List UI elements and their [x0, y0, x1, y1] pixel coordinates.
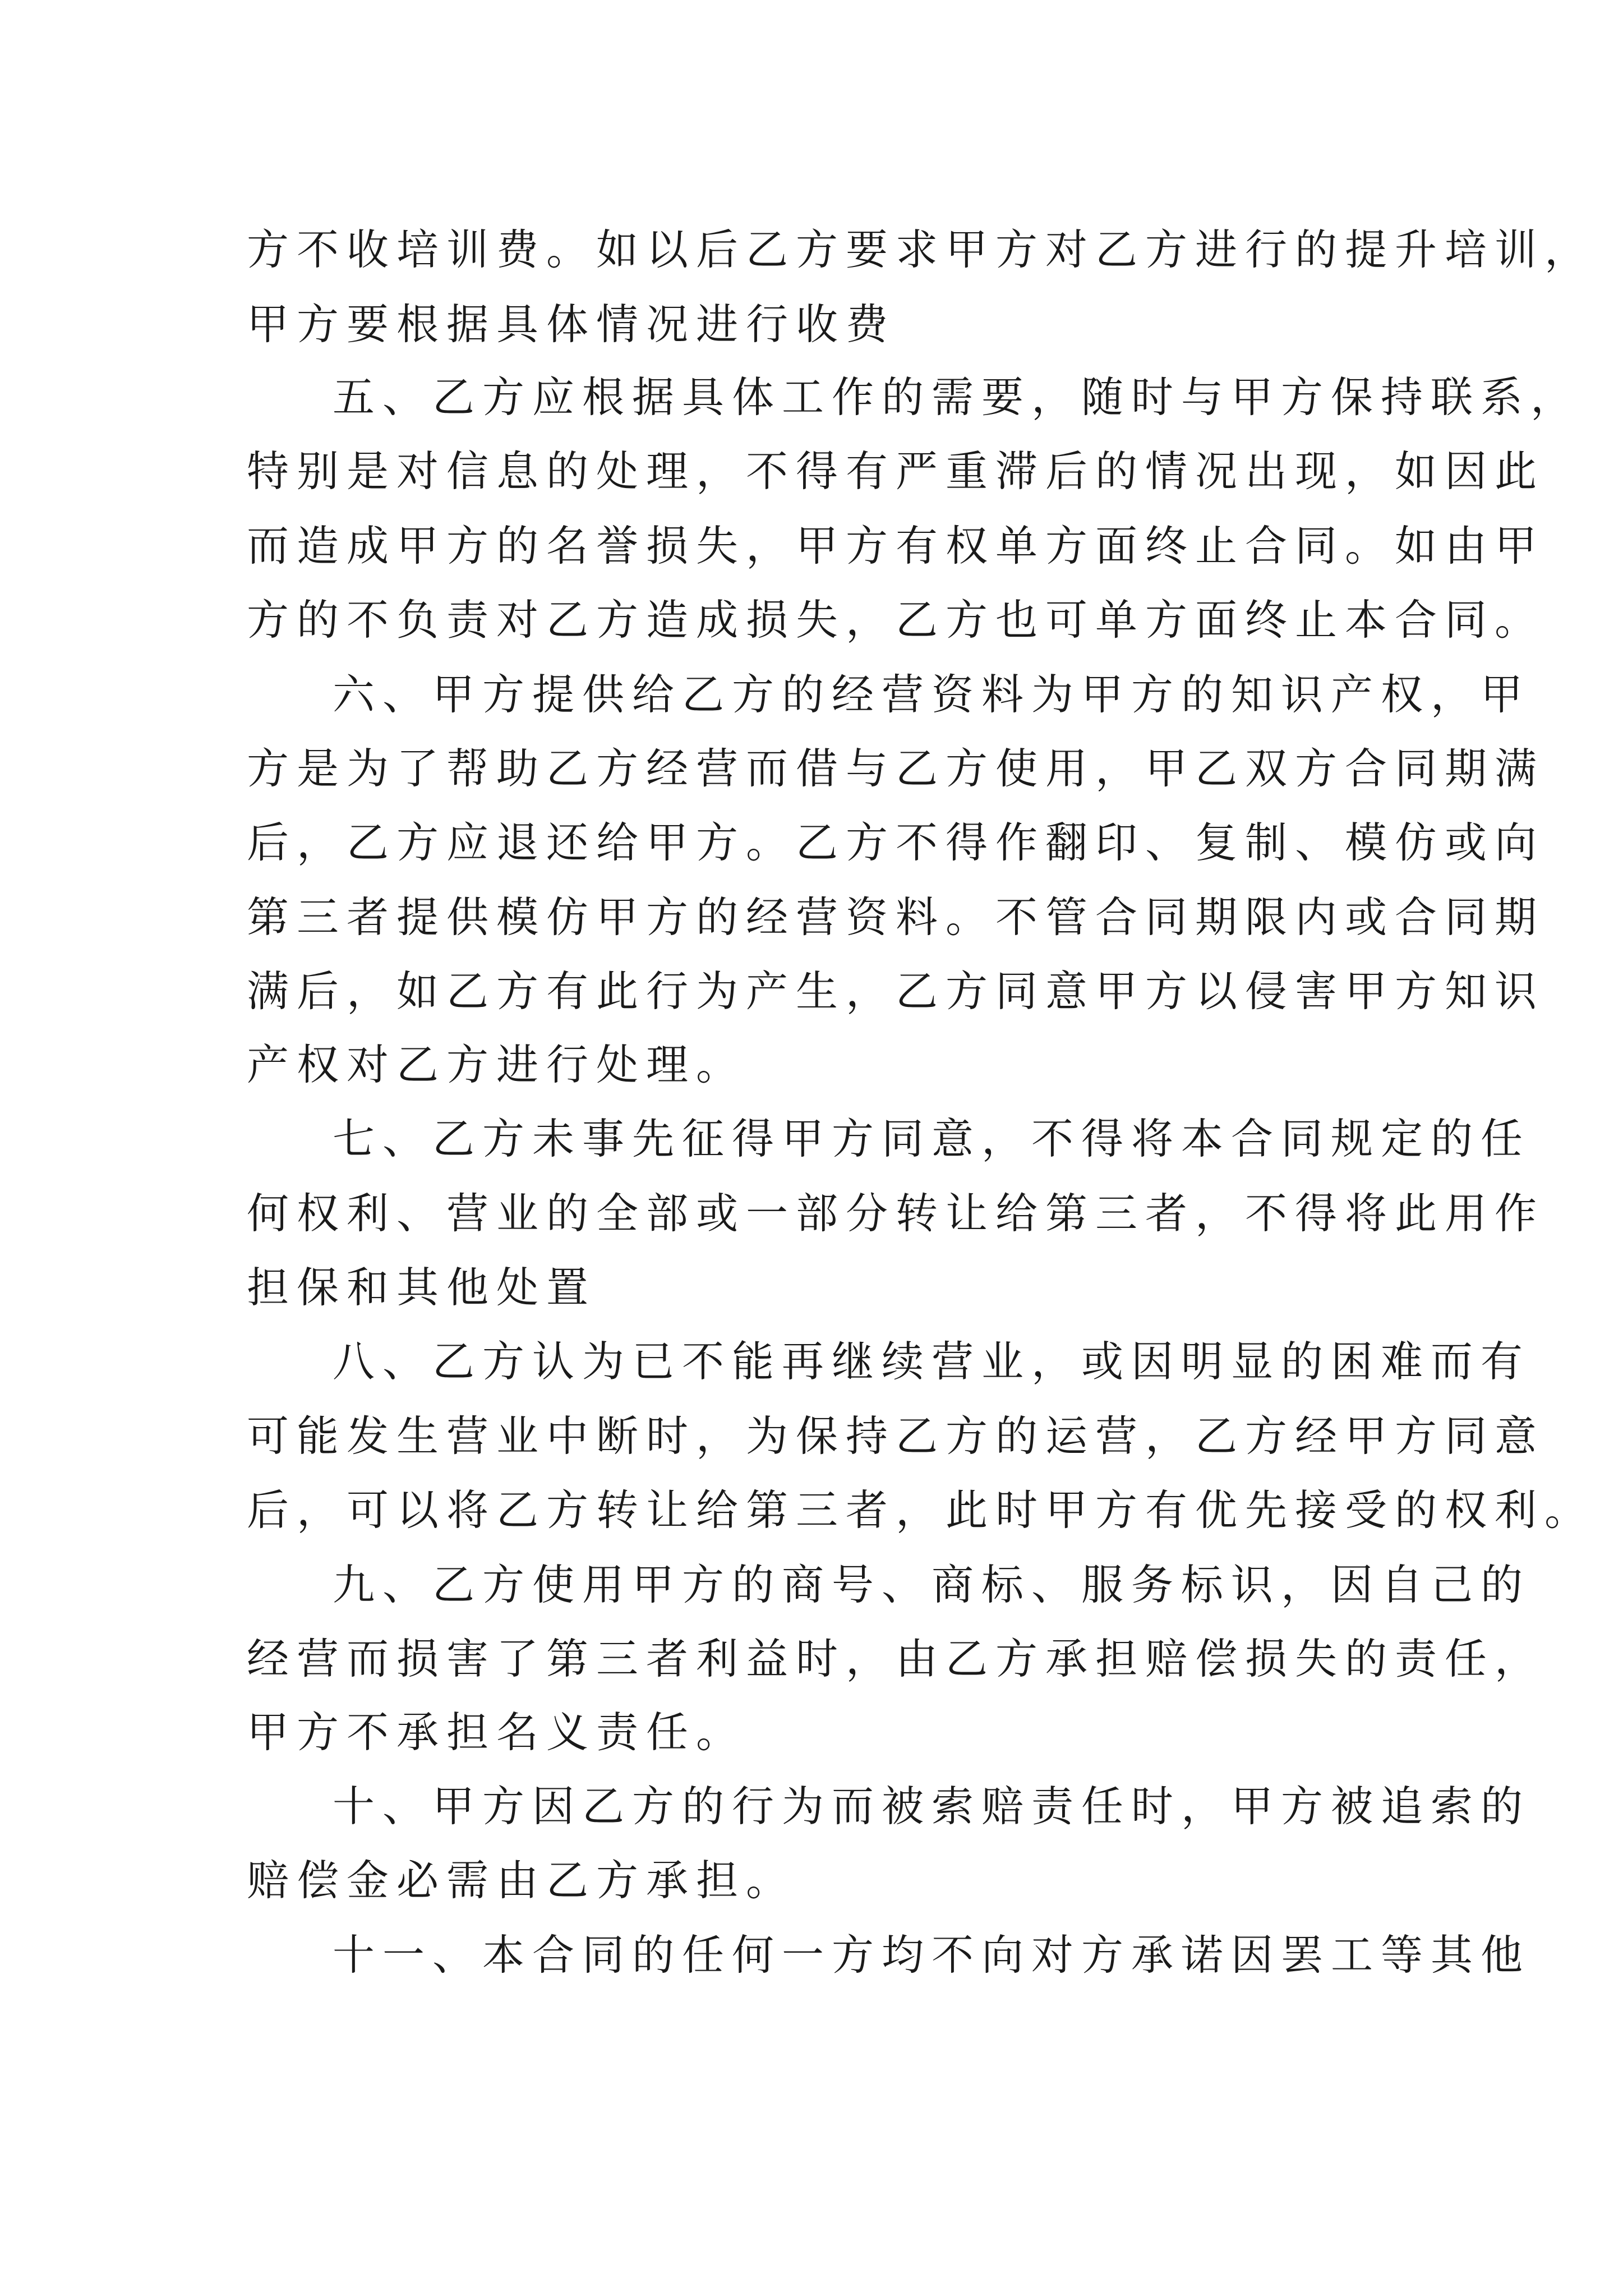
- text-line: 方是为了帮助乙方经营而借与乙方使用，甲乙双方合同期满: [247, 744, 1545, 793]
- clause-10-heading-line: 十、甲方因乙方的行为而被索赔责任时，甲方被追索的: [333, 1782, 1531, 1831]
- text-line: 甲方要根据具体情况进行收费: [247, 300, 896, 349]
- text-line: 方的不负责对乙方造成损失，乙方也可单方面终止本合同。: [247, 595, 1545, 645]
- text-line: 可能发生营业中断时，为保持乙方的运营，乙方经甲方同意: [247, 1411, 1545, 1461]
- text-line: 何权利、营业的全部或一部分转让给第三者，不得将此用作: [247, 1189, 1545, 1238]
- text-line: 后，可以将乙方转让给第三者，此时甲方有优先接受的权利。: [247, 1485, 1595, 1535]
- clause-9-heading-line: 九、乙方使用甲方的商号、商标、服务标识，因自己的: [333, 1560, 1531, 1609]
- clause-8-heading-line: 八、乙方认为已不能再继续营业，或因明显的困难而有: [333, 1337, 1531, 1386]
- text-line: 后，乙方应退还给甲方。乙方不得作翻印、复制、模仿或向: [247, 818, 1545, 867]
- text-line: 担保和其他处置: [247, 1263, 597, 1312]
- text-line: 第三者提供模仿甲方的经营资料。不管合同期限内或合同期: [247, 892, 1545, 942]
- text-line: 而造成甲方的名誉损失，甲方有权单方面终止合同。如由甲: [247, 521, 1545, 570]
- text-line: 方不收培训费。如以后乙方要求甲方对乙方进行的提升培训，: [247, 225, 1595, 274]
- text-line: 特别是对信息的处理，不得有严重滞后的情况出现，如因此: [247, 447, 1545, 496]
- text-line: 经营而损害了第三者利益时，由乙方承担赔偿损失的责任，: [247, 1634, 1545, 1683]
- text-line: 甲方不承担名义责任。: [247, 1708, 746, 1757]
- text-line: 产权对乙方进行处理。: [247, 1040, 746, 1089]
- clause-6-heading-line: 六、甲方提供给乙方的经营资料为甲方的知识产权，甲: [333, 670, 1531, 719]
- text-line: 满后，如乙方有此行为产生，乙方同意甲方以侵害甲方知识: [247, 967, 1545, 1016]
- text-line: 赔偿金必需由乙方承担。: [247, 1856, 796, 1905]
- clause-11-heading-line: 十一、本合同的任何一方均不向对方承诺因罢工等其他: [333, 1930, 1531, 1980]
- clause-5-heading-line: 五、乙方应根据具体工作的需要，随时与甲方保持联系，: [333, 372, 1581, 422]
- clause-7-heading-line: 七、乙方未事先征得甲方同意，不得将本合同规定的任: [333, 1114, 1531, 1163]
